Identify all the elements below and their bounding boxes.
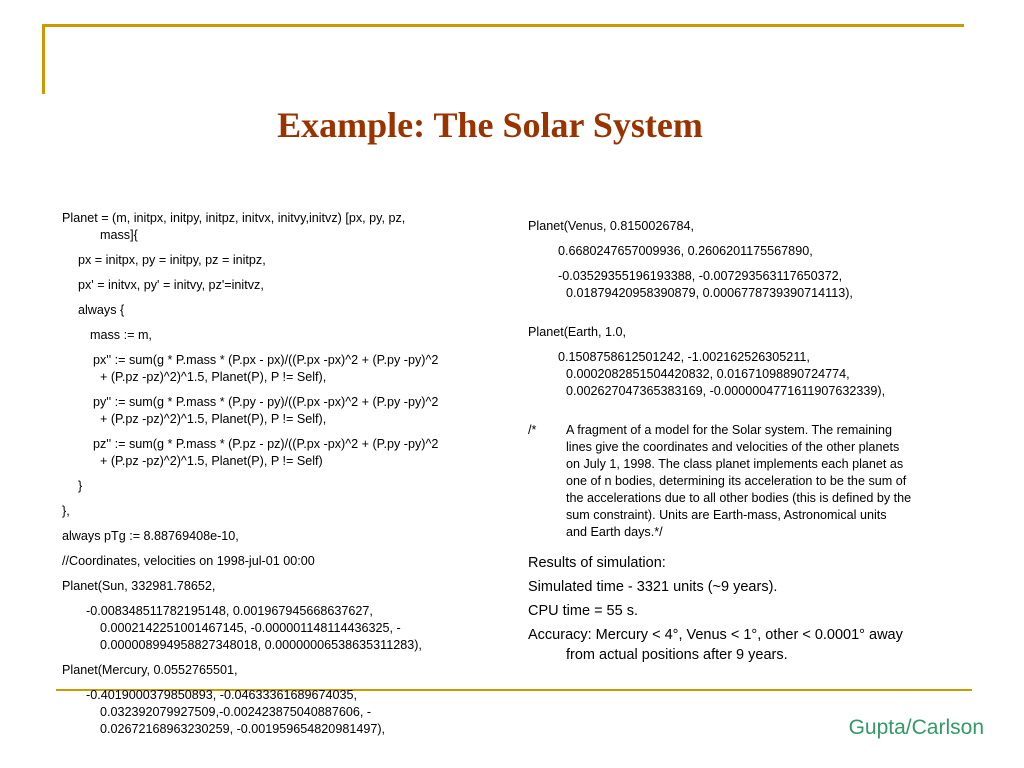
- code-line: + (P.pz -pz)^2)^1.5, Planet(P), P != Self),: [100, 370, 327, 384]
- code-line: Planet = (m, initpx, initpy, initpz, initvx, initvy,initvz) [px, py, pz,: [62, 211, 406, 225]
- results-accuracy: Accuracy: Mercury < 4°, Venus < 1°, other < 0.0001° away: [528, 627, 903, 643]
- code-line: px' = initvx, py' = initvy, pz'=initvz,: [78, 278, 264, 292]
- comment-line: sum constraint). Units are Earth-mass, Astronomical units: [566, 508, 887, 522]
- results-simulated-time: Simulated time - 3321 units (~9 years).: [528, 579, 778, 595]
- code-line: -0.4019000379850893, -0.04633361689674035,: [86, 688, 358, 702]
- comment-marker: /*: [528, 423, 537, 437]
- code-line: Planet(Venus, 0.8150026784,: [528, 219, 694, 233]
- code-line: -0.03529355196193388, -0.007293563117650372,: [558, 269, 843, 283]
- code-line: }: [78, 479, 83, 493]
- code-line: always pTg := 8.88769408e-10,: [62, 529, 239, 543]
- comment-line: and Earth days.*/: [566, 525, 663, 539]
- comment-line: on July 1, 1998. The class planet implements each planet as: [566, 457, 904, 471]
- code-line: 0.0002142251001467145, -0.000001148114436325, -: [100, 621, 401, 635]
- code-line: Planet(Earth, 1.0,: [528, 325, 627, 339]
- footer-author: Gupta/Carlson: [848, 716, 984, 739]
- decor-top-line: [42, 24, 964, 27]
- code-column-right: [528, 218, 958, 665]
- code-line: + (P.pz -pz)^2)^1.5, Planet(P), P != Self): [100, 454, 323, 468]
- code-line: 0.6680247657009936, 0.2606201175567890,: [558, 244, 813, 258]
- code-line: 0.0002082851504420832, 0.01671098890724774,: [566, 367, 850, 381]
- comment-line: the accelerations due to all other bodies (this is defined by the: [566, 491, 912, 505]
- code-line: py'' := sum(g * P.mass * (P.py - py)/((P.px -px)^2 + (P.py -py)^2: [93, 395, 439, 409]
- code-line: Planet(Mercury, 0.0552765501,: [62, 663, 238, 677]
- comment-line: A fragment of a model for the Solar system. The remaining: [566, 423, 892, 437]
- code-line: + (P.pz -pz)^2)^1.5, Planet(P), P != Self),: [100, 412, 327, 426]
- results-heading: Results of simulation:: [528, 555, 666, 571]
- code-line: always {: [78, 303, 125, 317]
- code-line: mass]{: [100, 228, 138, 242]
- results-accuracy-cont: from actual positions after 9 years.: [566, 647, 788, 663]
- comment-line: one of n bodies, determining its acceleration to be the sum of: [566, 474, 907, 488]
- comment-line: lines give the coordinates and velocities of the other planets: [566, 440, 900, 454]
- code-line: -0.008348511782195148, 0.001967945668637627,: [86, 604, 373, 618]
- code-column-left: [62, 210, 502, 738]
- code-line: },: [62, 504, 70, 518]
- model-comment: [528, 422, 958, 541]
- code-line: 0.032392079927509,-0.002423875040887606, -: [100, 705, 372, 719]
- slide-title: Example: The Solar System: [277, 105, 703, 145]
- code-line: 0.002627047365383169, -0.0000004771611907632339),: [566, 384, 886, 398]
- code-line: Planet(Sun, 332981.78652,: [62, 579, 216, 593]
- code-line: 0.000008994958827348018, 0.00000006538635311283),: [100, 638, 422, 652]
- code-line: pz'' := sum(g * P.mass * (P.pz - pz)/((P.px -px)^2 + (P.py -py)^2: [93, 437, 439, 451]
- code-line: px = initpx, py = initpy, pz = initpz,: [78, 253, 266, 267]
- code-line: px'' := sum(g * P.mass * (P.px - px)/((P.px -px)^2 + (P.py -py)^2: [93, 353, 439, 367]
- code-line: 0.01879420958390879, 0.0006778739390714113),: [566, 286, 853, 300]
- results-cpu-time: CPU time = 55 s.: [528, 603, 638, 619]
- code-line: //Coordinates, velocities on 1998-jul-01 00:00: [62, 554, 315, 568]
- code-line: 0.02672168963230259, -0.001959654820981497),: [100, 722, 386, 736]
- code-line: mass := m,: [90, 328, 152, 342]
- decor-vertical-line: [42, 24, 45, 94]
- code-line: 0.1508758612501242, -1.002162526305211,: [558, 350, 810, 364]
